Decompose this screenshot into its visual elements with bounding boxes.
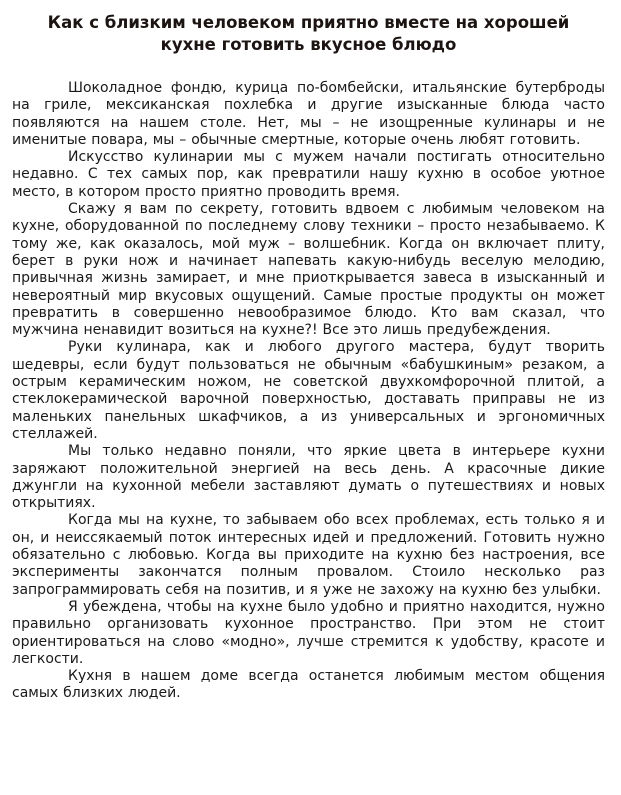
paragraph-cooking-together: Скажу я вам по секрету, готовить вдвоем с любимым человеком на кухне, оборудованной по последнему слову техники – просто незабываемо. К тому же, как оказалось, мой муж – волшебник. Когда он включает плиту, берет в руки нож и начинает напевать какую-нибудь веселую мелодию, привычная жизнь замирает, и мне приоткрывается завеса в изысканный и невероятный мир вкусовых ощущений. Самые простые продукты он может превратить в совершенно невообразимое блюдо. Кто вам сказал, что мужчина ненавидит возиться на кухне?! Все это лишь предубеждения. [12,201,605,339]
paragraph-intro-dishes: Шоколадное фондю, курица по-бомбейски, итальянские бутерброды на гриле, мексиканская похлебка и другие изысканные блюда часто появляются на нашем столе. Нет, мы – не изощренные кулинары и не именитые повара, мы – обычные смертные, которые очень любят готовить. [12,80,605,148]
page-title: Как с близким человеком приятно вместе на хорошей кухне готовить вкусное блюдо [47,13,570,54]
paragraph-conclusion: Кухня в нашем доме всегда останется любимым местом общения самых близких людей. [12,668,605,702]
paragraph-bright-colors: Мы только недавно поняли, что яркие цвета в интерьере кухни заряжают положительной энергией на весь день. А красочные дикие джунгли на кухонной мебели заставляют думать о путешествиях и новых открытиях. [12,443,605,512]
paragraph-cooking-with-love: Когда мы на кухне, то забываем обо всех проблемах, есть только я и он, и неиссякаемый поток интересных идей и предложений. Готовить нужно обязательно с любовью. Когда вы приходите на кухню без настроения, все эксперименты закончатся полным провалом. Стоило несколько раз запрограммировать себя на позитив, и я уже не захожу на кухню без улыбки. [12,512,605,598]
document-body [12,80,605,703]
paragraph-tools: Руки кулинара, как и любого другого мастера, будут творить шедевры, если будут пользоваться не обычным «бабушкиным» резаком, а острым керамическим ножом, не советской двухкомфорочной плитой, а стеклокерамической варочной поверхностью, доставать приправы не из маленьких панельных шкафчиков, а из универсальных и эргономичных стеллажей. [12,339,605,442]
paragraph-culinary-art: Искусство кулинарии мы с мужем начали постигать относительно недавно. С тех самых пор, как превратили нашу кухню в особое уютное место, в котором просто приятно проводить время. [12,149,605,200]
paragraph-kitchen-space: Я убеждена, чтобы на кухне было удобно и приятно находится, нужно правильно организовать кухонное пространство. При этом не стоит ориентироваться на слово «модно», лучше стремится к удобству, красоте и легкости. [12,598,605,667]
